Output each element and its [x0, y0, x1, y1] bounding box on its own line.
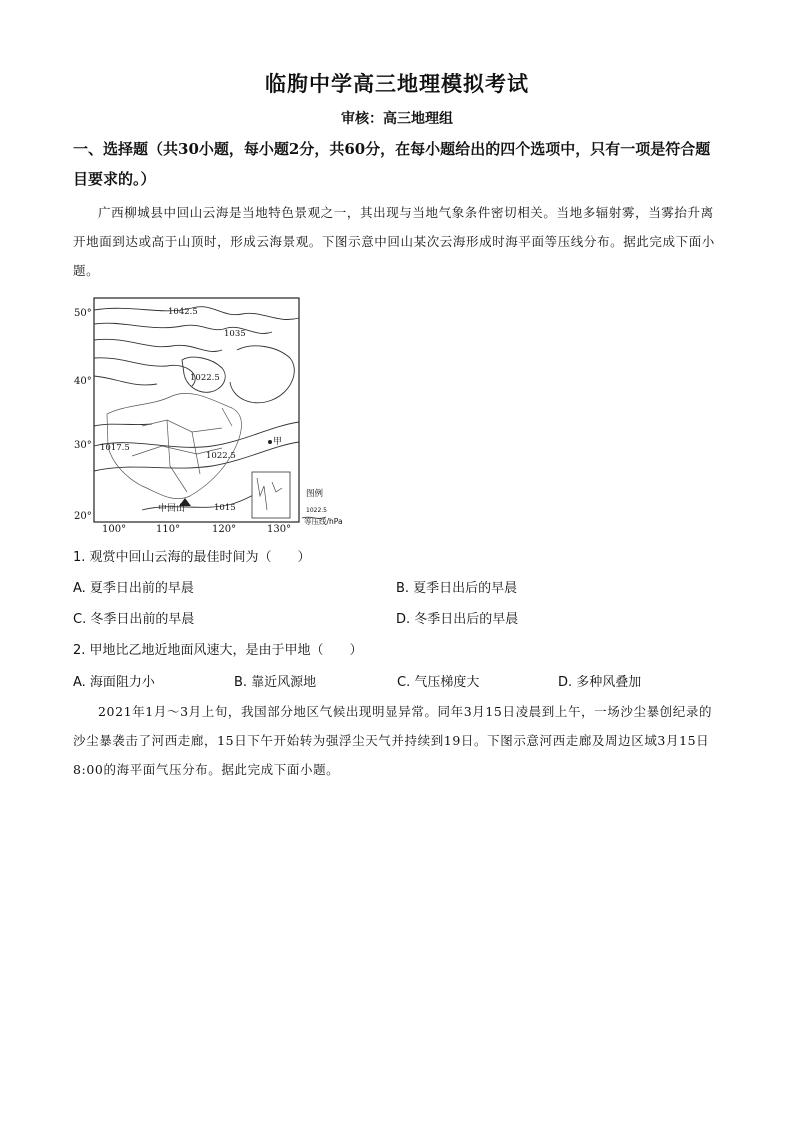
- q1-option-b: B. 夏季日出后的早晨: [396, 581, 518, 596]
- reviewer-line: 审核：高三地理组: [341, 111, 453, 127]
- legend-value: 1022.5: [306, 507, 327, 514]
- q2-stem: 2. 甲地比乙地近地面风速大，是由于甲地（ ）: [73, 643, 363, 658]
- isobar-label: 1015: [214, 503, 236, 513]
- passage-1: 广西柳城县中回山云海是当地特色景观之一，其出现与当地气象条件密切相关。当地多辐射雾，当雾抬升离开地面到达或高于山顶时，形成云海景观。下图示意中回山某次云海形成时海平面等压线分布。据此完成下面小题。: [73, 205, 715, 278]
- passage-2: 2021年1月～3月上旬，我国部分地区气候出现明显异常。同年3月15日凌晨到上午，一场沙尘暴创纪录的沙尘暴袭击了河西走廊，15日下午开始转为强浮尘天气并持续到19日。下图示意河西走廊及周边区域3月15日8:00的海平面气压分布。据此完成下面小题。: [73, 704, 713, 777]
- q2-option-c: C. 气压梯度大: [397, 675, 480, 690]
- q2-option-a: A. 海面阻力小: [73, 675, 155, 690]
- q1-option-a: A. 夏季日出前的早晨: [73, 581, 194, 596]
- q2-option-b: B. 靠近风源地: [234, 675, 317, 690]
- lon-label: 100°: [102, 524, 127, 535]
- lat-label: 50°: [74, 308, 92, 319]
- lat-label: 40°: [74, 376, 92, 387]
- q1-option-d: D. 冬季日出后的早晨: [396, 612, 519, 627]
- isobar-label: 1035: [224, 329, 246, 339]
- isobar-label: 1022.5: [206, 451, 236, 461]
- isobar-map: [72, 296, 362, 536]
- exam-title: 临朐中学高三地理模拟考试: [265, 71, 529, 96]
- isobar-label: 1017.5: [100, 443, 130, 453]
- place-zhonghuishan: 中回山: [158, 504, 186, 514]
- legend-title: 图例: [306, 489, 324, 499]
- section-heading: 一、选择题（共30小题，每小题2分，共60分，在每小题给出的四个选项中，只有一项是符合题目要求的。）: [73, 140, 711, 188]
- q1-option-c: C. 冬季日出前的早晨: [73, 612, 195, 627]
- lon-label: 120°: [212, 524, 237, 535]
- lat-label: 30°: [74, 440, 92, 451]
- lon-label: 130°: [267, 524, 292, 535]
- location-dot-icon: [268, 440, 272, 444]
- lon-label: 110°: [156, 524, 181, 535]
- lat-label: 20°: [74, 511, 92, 522]
- place-jia: 甲: [273, 437, 283, 447]
- isobar-label: 1022.5: [190, 373, 220, 383]
- legend-label: 等压线/hPa: [304, 517, 343, 526]
- q1-stem: 1. 观赏中回山云海的最佳时间为（ ）: [73, 550, 311, 565]
- isobar-label: 1042.5: [168, 307, 198, 317]
- q2-option-d: D. 多种风叠加: [558, 675, 642, 690]
